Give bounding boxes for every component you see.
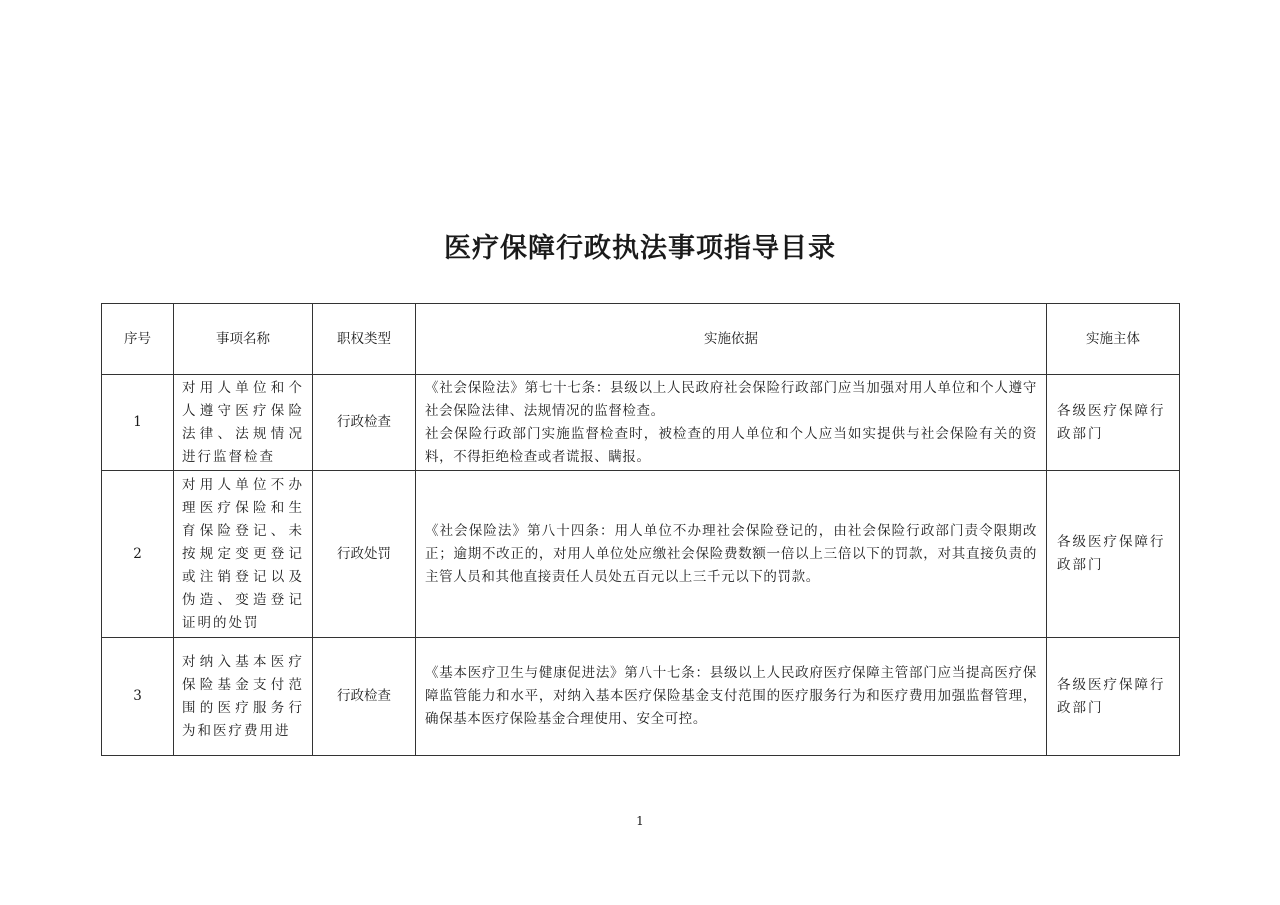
page-number: 1 (636, 814, 644, 828)
cell-type: 行政检查 (313, 375, 416, 471)
cell-type: 行政处罚 (313, 471, 416, 638)
cell-basis (416, 375, 1047, 471)
basis-paragraph: 《社会保险法》第七十七条：县级以上人民政府社会保险行政部门应当加强对用人单位和个人遵守社会保险法律、法规情况的监督检查。 (425, 379, 1037, 419)
header-body: 实施主体 (1047, 304, 1180, 375)
basis-paragraph: 社会保险行政部门实施监督检查时，被检查的用人单位和个人应当如实提供与社会保险有关的资料，不得拒绝检查或者谎报、瞒报。 (425, 425, 1037, 465)
cell-no: 2 (102, 471, 174, 638)
header-type: 职权类型 (313, 304, 416, 375)
table-row (102, 375, 1180, 471)
cell-type: 行政检查 (313, 638, 416, 756)
header-no: 序号 (102, 304, 174, 375)
cell-basis (416, 471, 1047, 638)
cell-body: 各级医疗保障行政部门 (1047, 638, 1180, 756)
cell-no: 1 (102, 375, 174, 471)
cell-basis (416, 638, 1047, 756)
cell-name: 对纳入基本医疗保险基金支付范围的医疗服务行为和医疗费用进 (174, 638, 313, 756)
basis-paragraph: 《基本医疗卫生与健康促进法》第八十七条：县级以上人民政府医疗保障主管部门应当提高医疗保障监管能力和水平，对纳入基本医疗保险基金支付范围的医疗服务行为和医疗费用加强监督管理，确保基本医疗保险基金合理使用、安全可控。 (425, 665, 1037, 727)
catalog-table (101, 303, 1180, 756)
cell-no: 3 (102, 638, 174, 756)
table-header-row (102, 304, 1180, 375)
table-row (102, 638, 1180, 756)
header-name: 事项名称 (174, 304, 313, 375)
cell-name: 对用人单位不办理医疗保险和生育保险登记、未按规定变更登记或注销登记以及伪造、变造登记证明的处罚 (174, 471, 313, 638)
page-title: 医疗保障行政执法事项指导目录 (444, 233, 836, 264)
table-row (102, 471, 1180, 638)
header-basis: 实施依据 (416, 304, 1047, 375)
cell-body: 各级医疗保障行政部门 (1047, 375, 1180, 471)
cell-name: 对用人单位和个人遵守医疗保险法律、法规情况进行监督检查 (174, 375, 313, 471)
cell-body: 各级医疗保障行政部门 (1047, 471, 1180, 638)
basis-paragraph: 《社会保险法》第八十四条：用人单位不办理社会保险登记的，由社会保险行政部门责令限期改正；逾期不改正的，对用人单位处应缴社会保险费数额一倍以上三倍以下的罚款，对其直接负责的主管人员和其他直接责任人员处五百元以上三千元以下的罚款。 (425, 522, 1037, 585)
